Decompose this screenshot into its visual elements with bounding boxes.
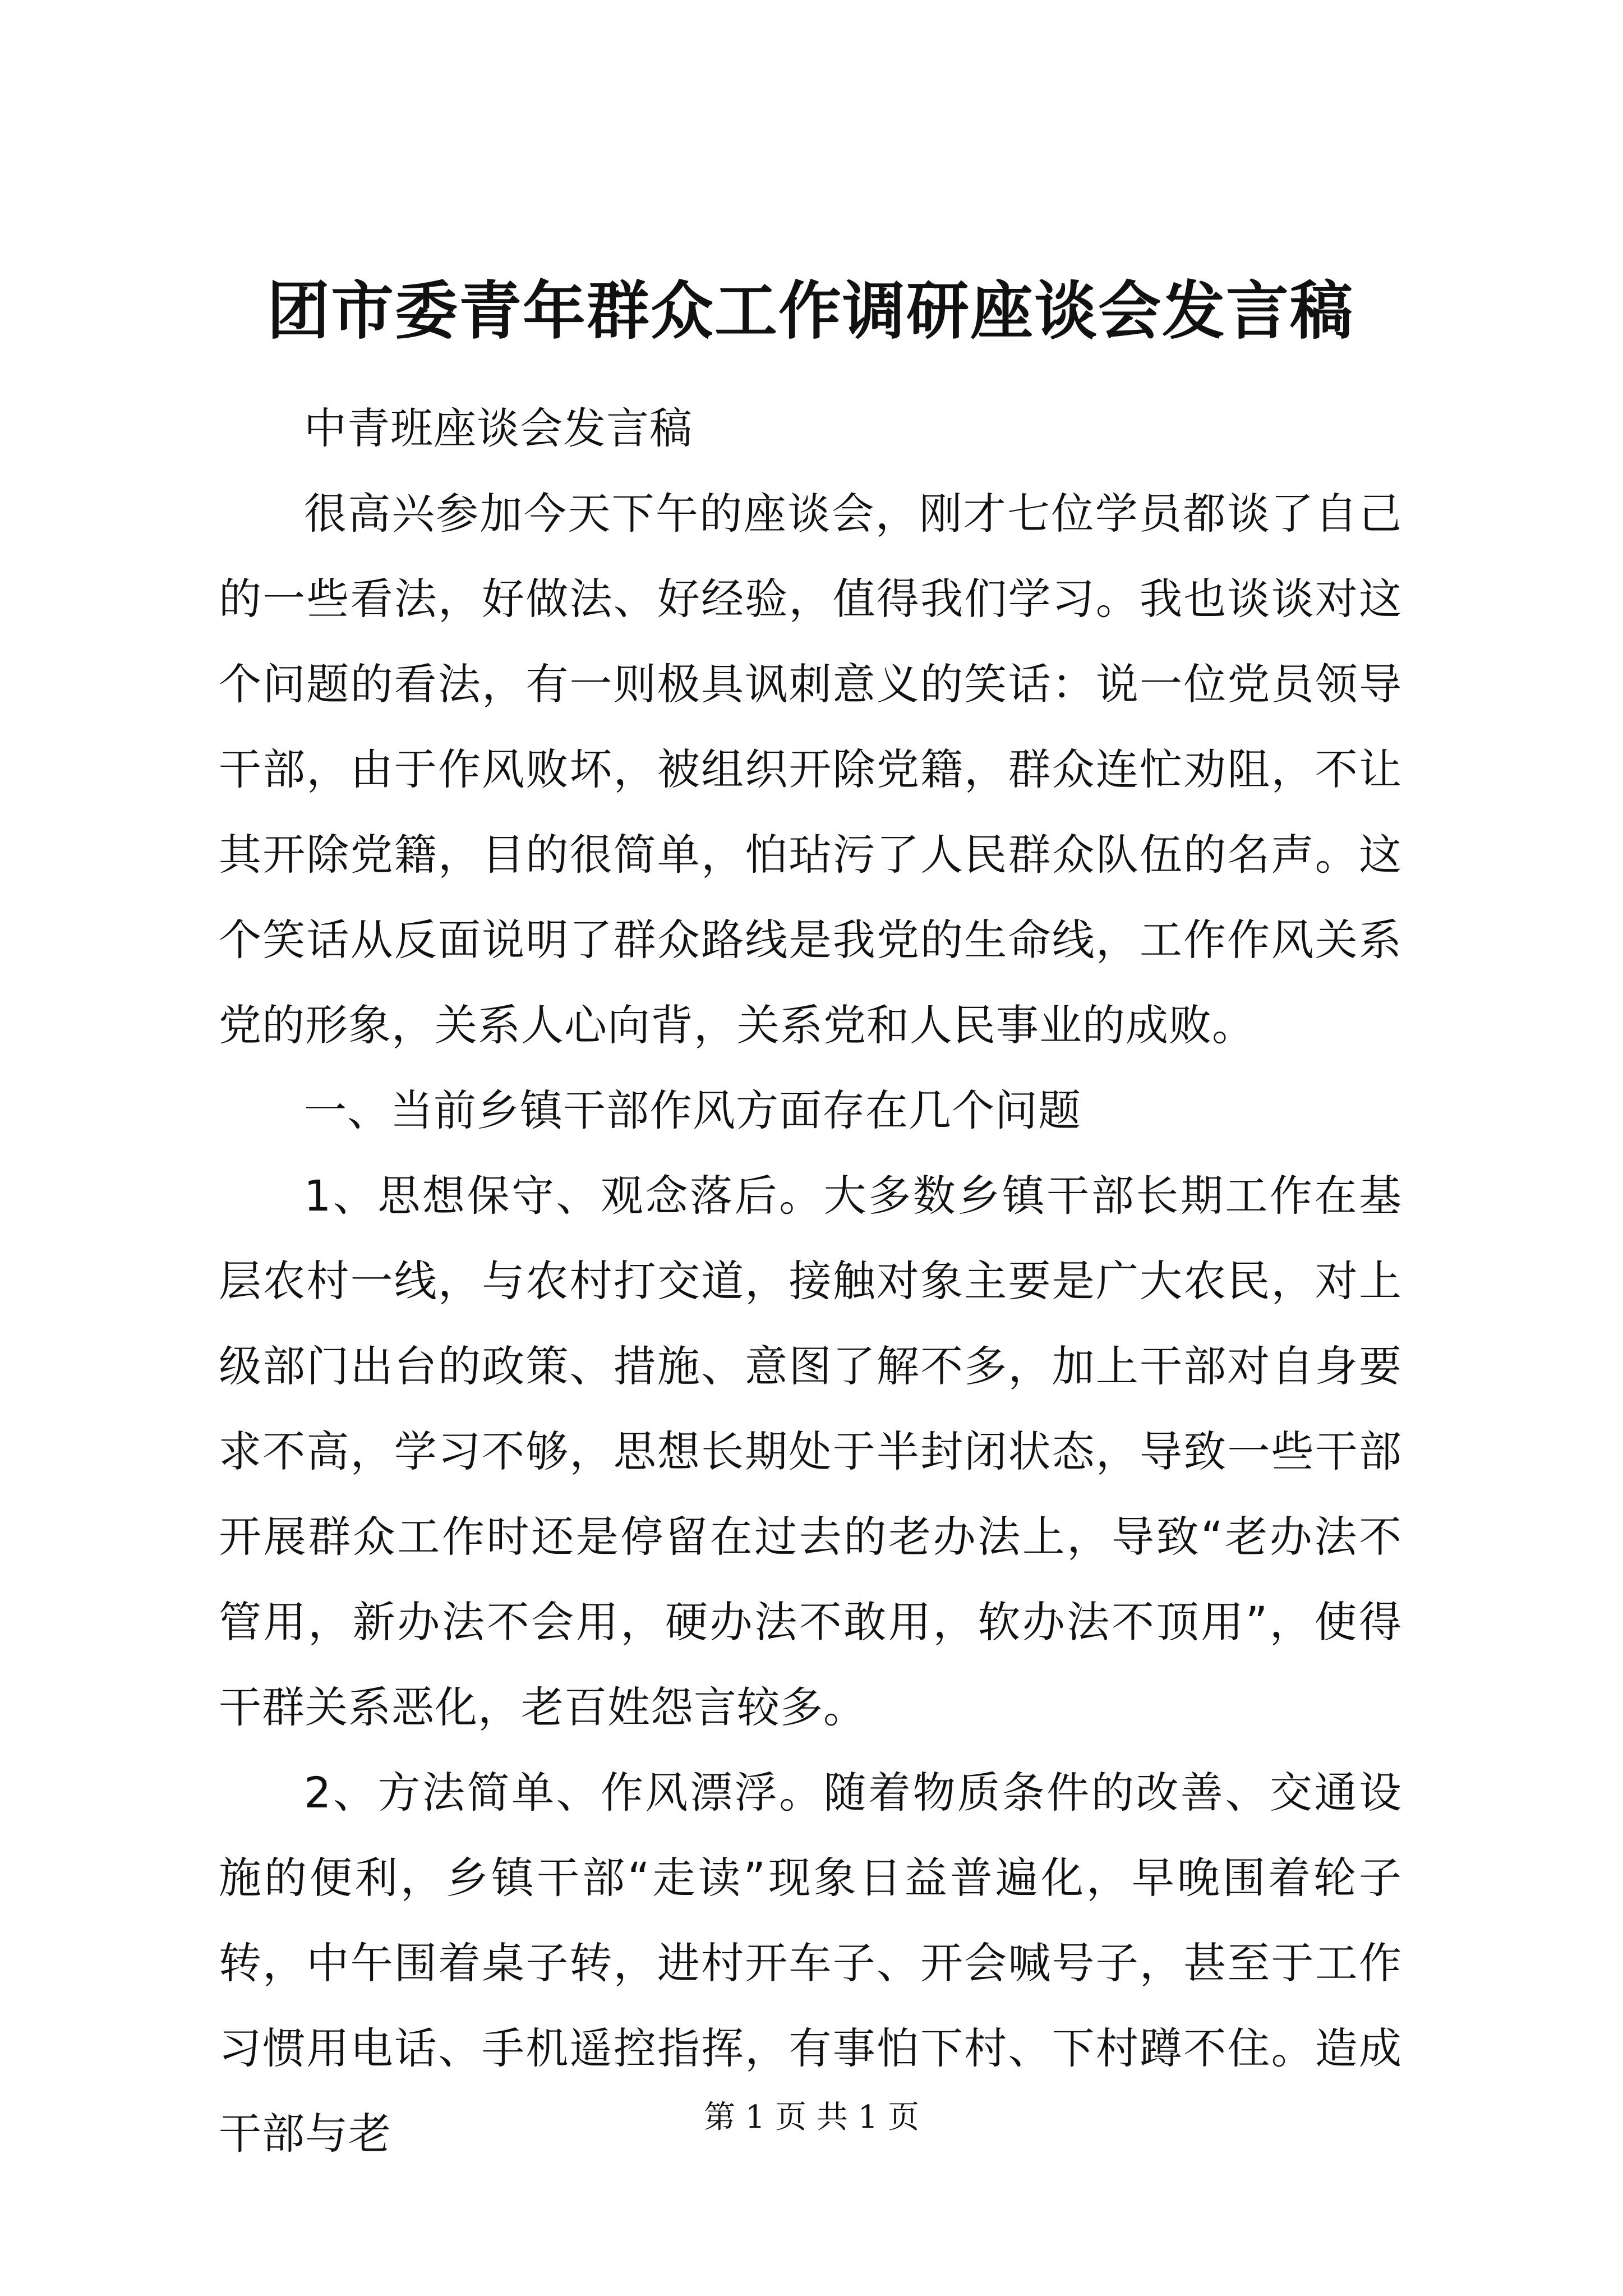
- page-footer: 第 1 页 共 1 页: [703, 2099, 920, 2136]
- document-body: [219, 386, 1402, 2177]
- subtitle-paragraph: 中青班座谈会发言稿: [304, 403, 693, 453]
- intro-paragraph: 很高兴参加今天下午的座谈会，刚才七位学员都谈了自己的一些看法，好做法、好经验，值得我们学习。我也谈谈对这个问题的看法，有一则极具讽刺意义的笑话：说一位党员领导干部，由于作风败坏，被组织开除党籍，群众连忙劝阻，不让其开除党籍，目的很简单，怕玷污了人民群众队伍的名声。这个笑话从反面说明了群众路线是我党的生命线，工作作风关系党的形象，关系人心向背，关系党和人民事业的成败。: [219, 489, 1402, 1050]
- document-title: 团市委青年群众工作调研座谈会发言稿: [267, 274, 1354, 348]
- section-heading: 一、当前乡镇干部作风方面存在几个问题: [304, 1085, 1081, 1135]
- issue-paragraph-1: 1、思想保守、观念落后。大多数乡镇干部长期工作在基层农村一线，与农村打交道，接触对象主要是广大农民，对上级部门出台的政策、措施、意图了解不多，加上干部对自身要求不高，学习不够，思想长期处于半封闭状态，导致一些干部开展群众工作时还是停留在过去的老办法上，导致“老办法不管用，新办法不会用，硬办法不敢用，软办法不顶用”，使得干群关系恶化，老百姓怨言较多。: [219, 1171, 1402, 1732]
- issue-paragraph-2: 2、方法简单、作风漂浮。随着物质条件的改善、交通设施的便利，乡镇干部“走读”现象日益普遍化，早晚围着轮子转，中午围着桌子转，进村开车子、开会喊号子，甚至于工作习惯用电话、手机遥控指挥，有事怕下村、下村蹲不住。造成干部与老: [219, 1768, 1402, 2159]
